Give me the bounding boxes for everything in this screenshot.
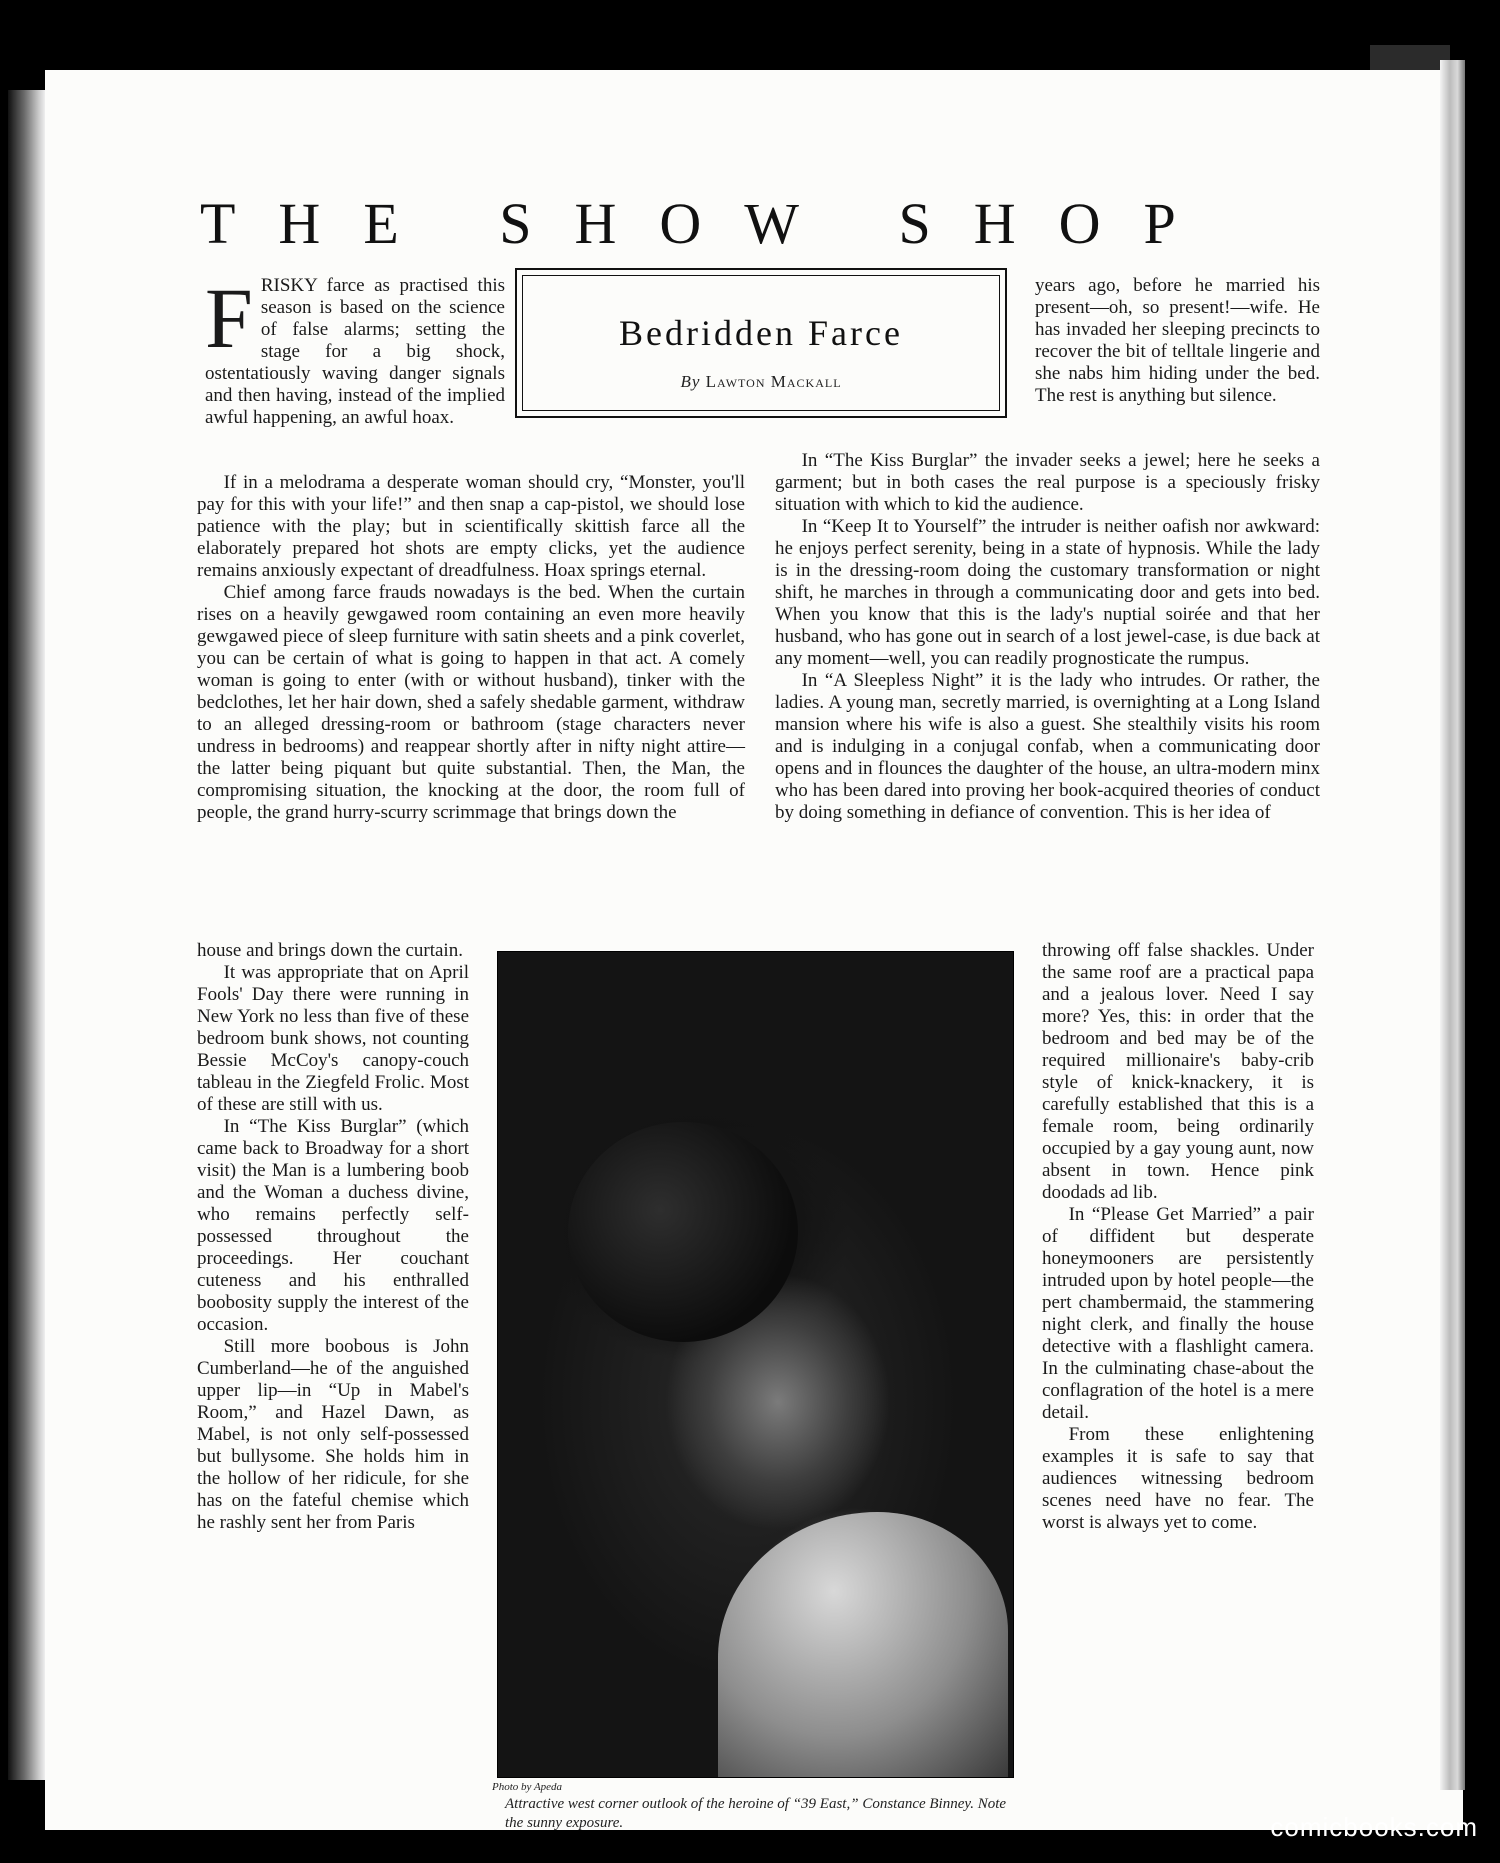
paragraph: From these enlightening examples it is safe to say that audiences witnessing bedroom scenes need have no fear. The worst is always yet to come. (1042, 1424, 1314, 1533)
photo-caption: Attractive west corner outlook of the heroine of “39 East,” Constance Binney. Note the sunny exposure. (505, 1796, 1007, 1831)
paragraph: Chief among farce frauds nowadays is the bed. When the curtain rises on a heavily gewgawed room containing an even more heavily gewgawed piece of sleep furniture with satin sheets and a pink coverlet, you can be certain of what is going to happen in that act. A comely woman is going to enter (with or without husband), tinker with the bedclothes, let her hair down, shed a safely shedable garment, withdraw to an alleged dressing-room or bathroom (stage characters never undress in bedrooms) and reappear shortly after in nifty night attire—the latter being piquant but quite substantial. Then, the Man, the compromising situation, the knocking at the door, the room full of people, the grand hurry-scurry scrimmage that brings down the (197, 582, 745, 823)
paragraph: In “Keep It to Yourself” the intruder is neither oafish nor awkward: he enjoys perfect serenity, being in a state of hypnosis. While the lady is in the dressing-room doing the customary transformation or night shift, he marches in through a communicating door and gets into bed. When you know that this is the lady's nuptial soirée and that her husband, who has gone out in search of a lost jewel-case, is due back at any moment—well, you can readily prognosticate the rumpus. (775, 516, 1320, 669)
portrait-photo (497, 951, 1014, 1778)
drop-cap: F (205, 270, 253, 366)
paragraph: In “A Sleepless Night” it is the lady who intrudes. Or rather, the ladies. A young man, secretly married, is overnighting at a Long Island mansion where his wife is also a guest. She stealthily visits his room and is indulging in a conjugal confab, when a communicating door opens and in flounces the daughter of the house, an ultra-modern minx who has been dared into proving her book-acquired theories of conduct by doing something in defiance of convention. This is her idea of (775, 670, 1320, 823)
column-left-wide (197, 472, 745, 824)
article-title-box (515, 268, 1007, 418)
right-top-paragraph: years ago, before he married his present—oh, so present!—wife. He has invaded her sleeping precincts to recover the bit of telltale lingerie and she nabs him hiding under the bed. The rest is anything but silence. (1035, 275, 1320, 406)
lead-paragraph: RISKY farce as practised this season is based on the science of false alarms; setting the stage for a big shock, ostentatiously waving danger signals and then having, instead of the implied awful happening, an awful hoax. (205, 275, 505, 428)
photo-hair (568, 1122, 798, 1342)
paragraph: throwing off false shackles. Under the same roof are a practical papa and a jealous lover. Need I say more? Yes, this: in order that the bedroom and bed may be of the required millionaire's baby-crib style of knick-knackery, it is carefully established that this is a female room, being ordinarily occupied by a gay young aunt, now absent in town. Hence pink doodads ad lib. (1042, 940, 1314, 1203)
paragraph: It was appropriate that on April Fools' Day there were running in New York no less than five of these bedroom bunk shows, not counting Bessie McCoy's canopy-couch tableau in the Ziegfeld Frolic. Most of these are still with us. (197, 962, 469, 1115)
page-edge (1440, 60, 1465, 1790)
paragraph: house and brings down the curtain. (197, 940, 463, 961)
paragraph: In “Please Get Married” a pair of diffident but desperate honeymooners are persistently intruded upon by hotel people—the pert chambermaid, the stammering night clerk, and finally the house detective with a flashlight camera. In the culminating chase-about the conflagration of the hotel is a mere detail. (1042, 1204, 1314, 1423)
book-binding (8, 90, 45, 1780)
column-right-wide (775, 450, 1320, 824)
section-heading: THE SHOW SHOP (200, 191, 1219, 256)
column-right-top (1035, 275, 1320, 407)
column-right-bottom (1042, 940, 1314, 1534)
byline-by: By (680, 372, 701, 391)
byline (517, 372, 1005, 392)
column-left-bottom (197, 940, 469, 1534)
paragraph: Still more boobous is John Cumberland—he of the anguished upper lip—in “Up in Mabel's Room,” and Hazel Dawn, as Mabel, is not only self-possessed but bullysome. She holds him in the hollow of her ridicule, for she has on the fateful chemise which he rashly sent her from Paris (197, 1336, 469, 1533)
byline-author: Lawton Mackall (705, 372, 842, 391)
page-corner (1370, 45, 1450, 73)
paragraph: In “The Kiss Burglar” (which came back to Broadway for a short visit) the Man is a lumbering boob and the Woman a duchess divine, who remains perfectly self-possessed throughout the proceedings. Her couchant cuteness and his enthralled boobosity supply the interest of the occasion. (197, 1116, 469, 1335)
photo-shoulder (718, 1512, 1008, 1777)
column-left-top (205, 270, 505, 429)
article-title: Bedridden Farce (619, 313, 903, 353)
site-watermark: comicbooks.com (1270, 1812, 1478, 1842)
photo-credit: Photo by Apeda (492, 1781, 563, 1793)
paragraph: In “The Kiss Burglar” the invader seeks a jewel; here he seeks a garment; but in both cases the real purpose is a speciously frisky situation with which to kid the audience. (775, 450, 1320, 515)
paragraph: If in a melodrama a desperate woman should cry, “Monster, you'll pay for this with your life!” and then snap a cap-pistol, we should lose patience with the play; but in scientifically skittish farce all the elaborately prepared hot shots are empty clicks, yet the audience remains anxiously expectant of dreadfulness. Hoax springs eternal. (197, 472, 745, 581)
